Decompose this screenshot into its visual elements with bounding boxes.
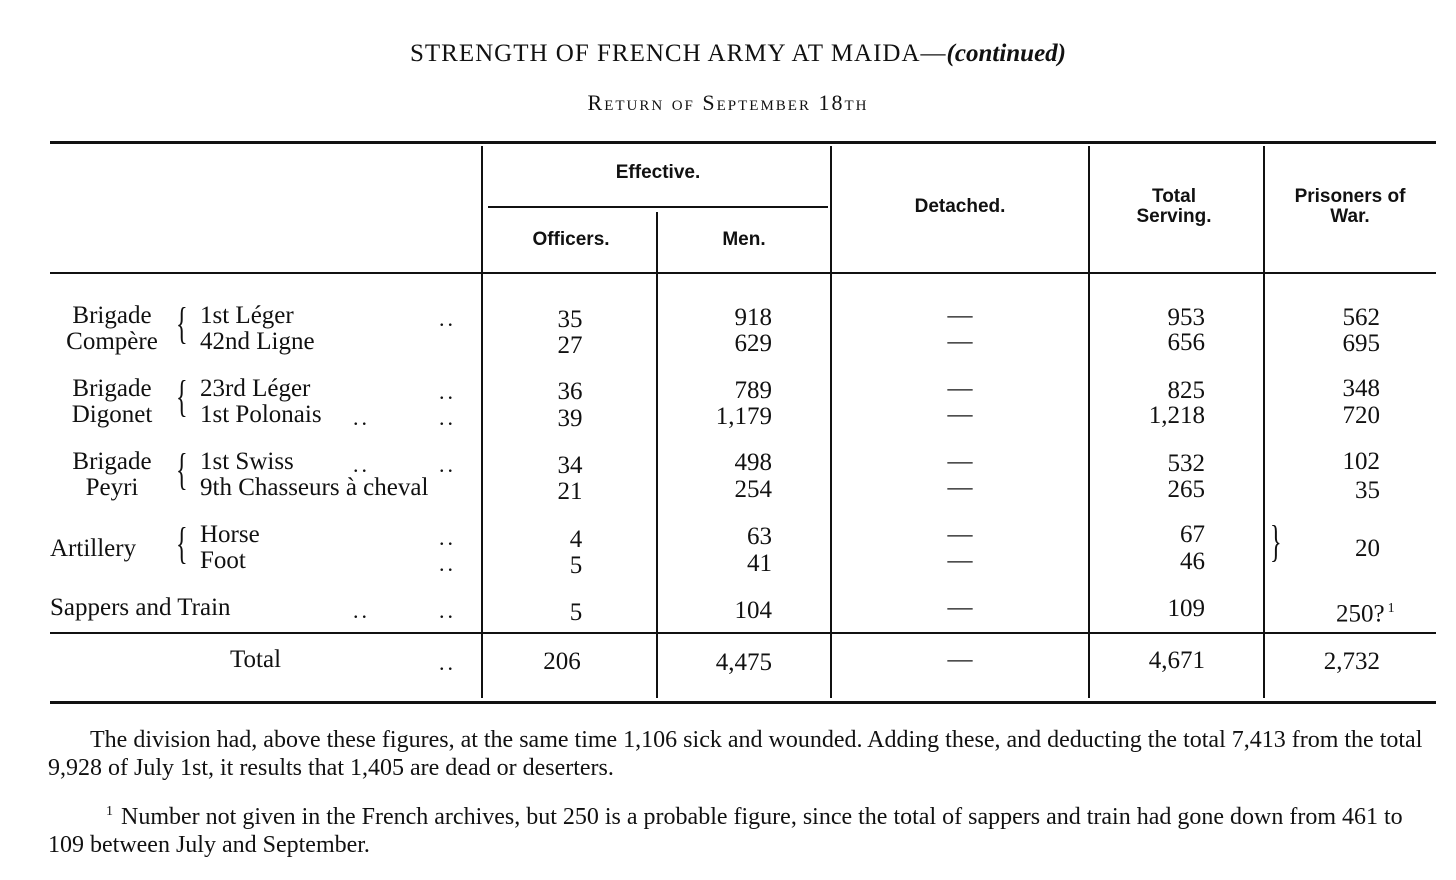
men-cell: 41: [747, 550, 772, 577]
leader-dots: ..: [439, 650, 456, 675]
total-serving-cell: 532: [1167, 450, 1205, 477]
effective-split-rule: [488, 206, 828, 208]
column-divider: [656, 212, 658, 698]
page-subtitle: Return of September 18th: [587, 90, 869, 115]
prisoners-cell: 695: [1342, 330, 1380, 357]
leader-dots: ..: [439, 405, 456, 430]
unit-label: 9th Chasseurs à cheval: [200, 474, 429, 501]
header-officers: Officers.: [532, 229, 610, 250]
men-cell: 918: [734, 304, 772, 331]
header-bottom-rule: [50, 272, 1436, 274]
group-label: Compère: [66, 328, 158, 355]
total-serving-cell: 109: [1167, 595, 1205, 622]
men-cell: 1,179: [715, 403, 772, 430]
column-divider: [1263, 146, 1265, 698]
brace-icon: {: [176, 372, 188, 421]
officers-cell: 35: [557, 306, 583, 333]
brace-icon: {: [176, 299, 188, 348]
group-label: Brigade: [72, 302, 152, 329]
column-divider: [1088, 146, 1090, 698]
officers-cell: 27: [557, 332, 583, 359]
total-top-rule: [50, 632, 1436, 634]
detached-cell: —: [947, 302, 973, 329]
total-serving-cell: 825: [1167, 377, 1205, 404]
detached-cell: —: [947, 375, 973, 402]
prisoners-cell: 562: [1342, 304, 1380, 331]
total-officers: 206: [543, 648, 581, 675]
brace-icon: {: [176, 445, 188, 494]
leader-dots: ..: [353, 452, 370, 477]
column-divider: [830, 146, 832, 698]
total-label: Total: [230, 646, 282, 673]
header-total-serving: Total Serving.: [1136, 186, 1212, 227]
header-men: Men.: [722, 229, 766, 250]
detached-cell: —: [947, 448, 973, 475]
leader-dots: ..: [439, 525, 456, 550]
detached-cell: —: [947, 547, 973, 574]
detached-cell: —: [947, 474, 973, 501]
unit-label: 23rd Léger: [200, 375, 311, 402]
footnote-marker: 1: [1387, 601, 1395, 616]
page-title: STRENGTH OF FRENCH ARMY AT MAIDA—(continued): [410, 40, 1066, 67]
men-cell: 254: [734, 476, 772, 503]
brace-icon: {: [176, 519, 188, 568]
header-detached: Detached.: [914, 196, 1006, 217]
leader-dots: ..: [353, 405, 370, 430]
total-men: 4,475: [715, 649, 772, 676]
detached-cell: —: [947, 521, 973, 548]
officers-cell: 34: [557, 452, 583, 479]
total-serving-cell: 1,218: [1148, 402, 1205, 429]
leader-dots: ..: [439, 379, 456, 404]
men-cell: 498: [734, 449, 772, 476]
title-continued: (continued): [946, 40, 1066, 67]
men-cell: 63: [747, 523, 772, 550]
detached-cell: —: [947, 594, 973, 621]
total-prisoners: 2,732: [1323, 648, 1380, 675]
officers-cell: 21: [557, 478, 583, 505]
prisoners-cell: 20: [1355, 535, 1380, 562]
total-serving-cell: 67: [1180, 521, 1205, 548]
table-top-rule: [50, 141, 1436, 144]
officers-cell: 36: [557, 378, 583, 405]
officers-cell: 39: [557, 405, 583, 432]
group-label: Peyri: [85, 474, 139, 501]
prisoners-cell: 348: [1342, 375, 1380, 402]
leader-dots: ..: [439, 598, 456, 623]
unit-label: 42nd Ligne: [200, 328, 315, 355]
group-label: Artillery: [50, 535, 137, 562]
officers-cell: 5: [569, 552, 583, 579]
note-paragraph: The division had, above these figures, at the same time 1,106 sick and wounded. Adding these, and deducting the total 7,413 from the total 9,928 of July 1st, it results that 1,405 are dead or deserters.: [48, 727, 1423, 781]
group-label: Brigade: [72, 375, 152, 402]
total-serving-cell: 953: [1167, 304, 1205, 331]
prisoners-cell: 102: [1342, 448, 1380, 475]
total-serving-cell: 46: [1180, 548, 1205, 575]
leader-dots: ..: [353, 598, 370, 623]
footnote: $^1$ Number not given in the French archives, but 250 is a probable figure, since the total of sappers and train had gone down from 461 to 109 between July and September.: [48, 804, 1403, 858]
leader-dots: ..: [439, 452, 456, 477]
unit-label: Horse: [200, 521, 260, 548]
unit-label: Foot: [200, 547, 246, 574]
group-label: Digonet: [71, 401, 153, 428]
total-serving-cell: 265: [1167, 476, 1205, 503]
prisoners-cell: 720: [1342, 402, 1380, 429]
group-label: Brigade: [72, 448, 152, 475]
men-cell: 629: [734, 330, 772, 357]
men-cell: 789: [734, 377, 772, 404]
unit-label: 1st Polonais: [200, 401, 322, 428]
prisoners-cell: 250? $^1$: [1336, 600, 1395, 628]
officers-cell: 5: [569, 599, 583, 626]
total-detached: —: [947, 646, 973, 673]
table-bottom-rule: [50, 701, 1436, 704]
detached-cell: —: [947, 328, 973, 355]
leader-dots: ..: [439, 551, 456, 576]
header-prisoners: Prisoners of War.: [1294, 186, 1406, 227]
men-cell: 104: [734, 597, 772, 624]
unit-label: 1st Léger: [200, 302, 294, 329]
detached-cell: —: [947, 401, 973, 428]
officers-cell: 4: [569, 526, 583, 553]
total-total-serving: 4,671: [1148, 647, 1205, 674]
total-serving-cell: 656: [1167, 329, 1205, 356]
column-divider: [481, 146, 483, 698]
unit-label: 1st Swiss: [200, 448, 294, 475]
footnote-marker: 1: [106, 804, 113, 819]
prisoners-cell: 35: [1355, 477, 1380, 504]
brace-icon: }: [1270, 517, 1282, 566]
unit-label: Sappers and Train: [50, 594, 231, 621]
header-effective: Effective.: [615, 162, 701, 183]
leader-dots: ..: [439, 306, 456, 331]
